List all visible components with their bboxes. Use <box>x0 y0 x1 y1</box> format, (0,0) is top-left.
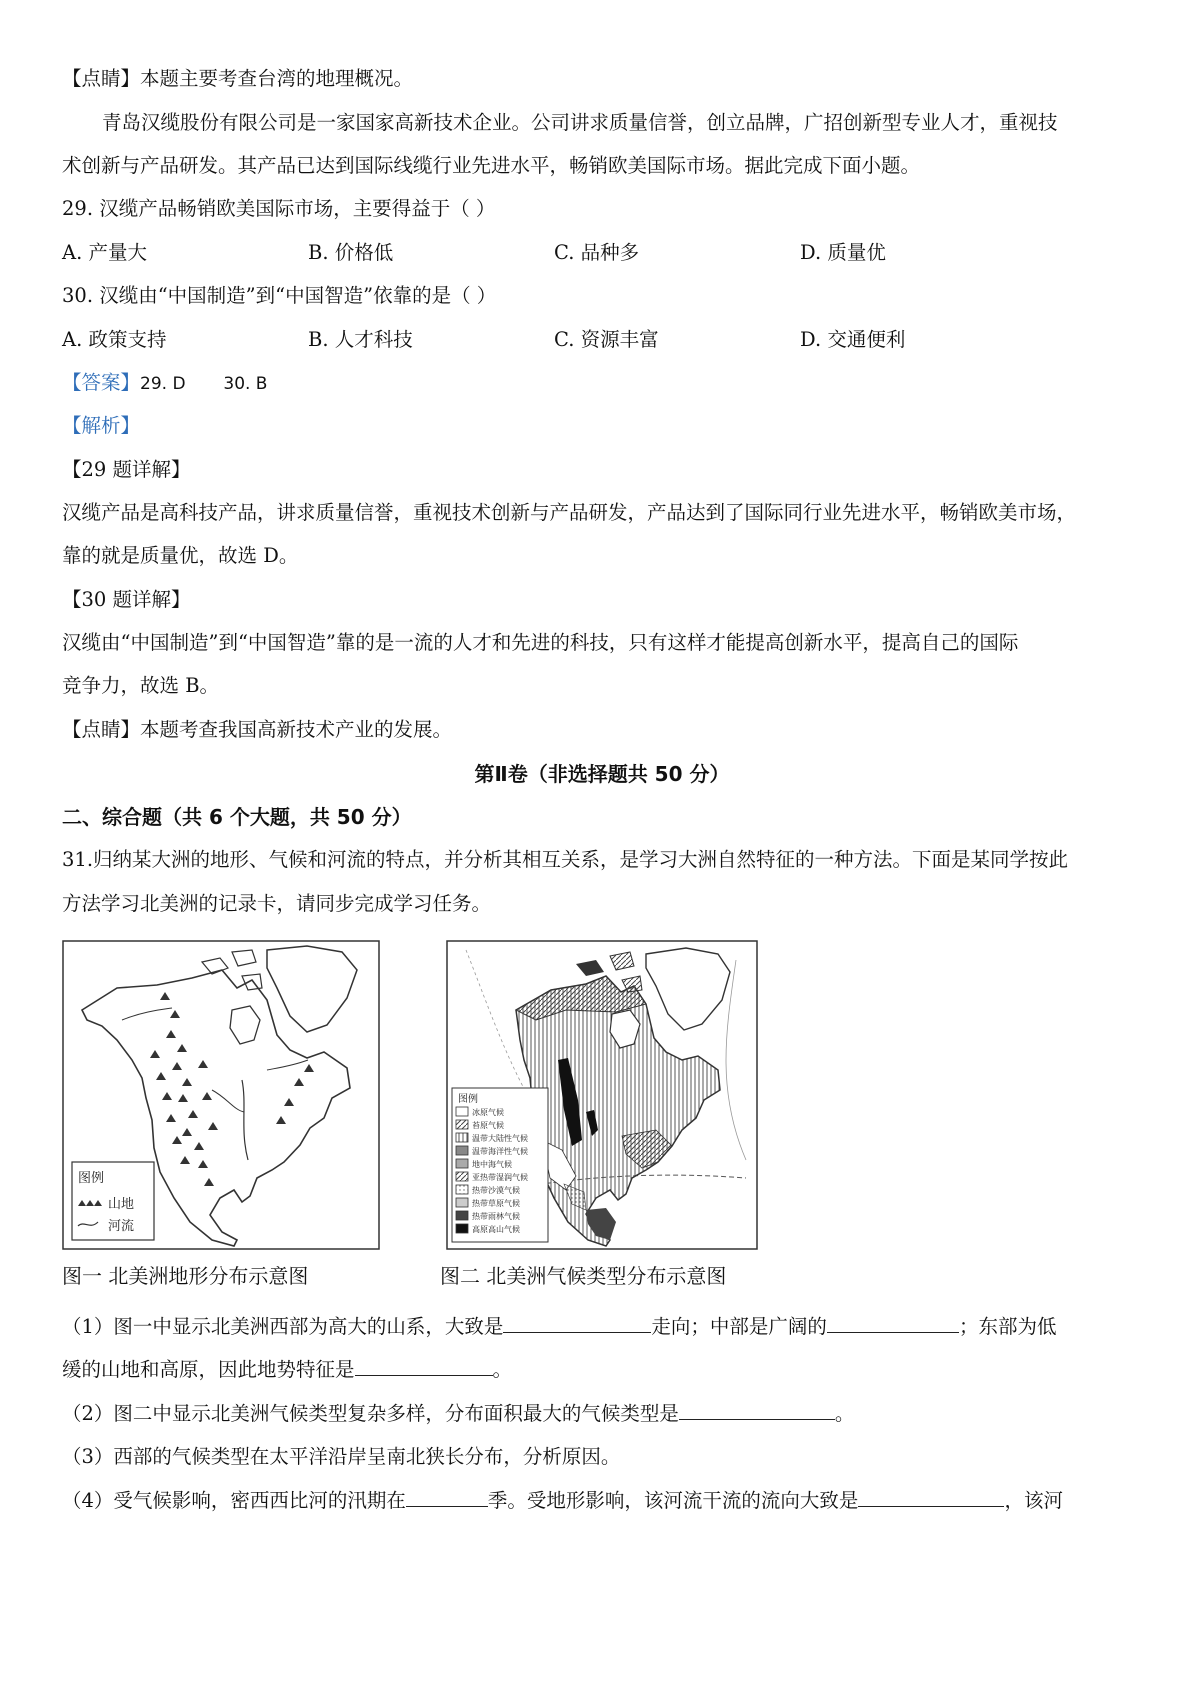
svg-text:热带沙漠气候: 热带沙漠气候 <box>472 1186 520 1195</box>
q30-option-d: D. 交通便利 <box>800 328 906 351</box>
sub4-text-b: 季。受地形影响，该河流干流的流向大致是 <box>487 1489 859 1512</box>
climate-map-image <box>446 940 758 1250</box>
q29-stem: 29. 汉缆产品畅销欧美国际市场，主要得益于（ ） <box>62 197 496 220</box>
detail30-line-2: 竞争力，故选 B。 <box>62 674 220 697</box>
sub1-blank-2[interactable] <box>827 1312 959 1333</box>
svg-text:地中海气候: 地中海气候 <box>472 1160 512 1169</box>
sub4-blank-1[interactable] <box>406 1486 488 1507</box>
sub4-text-c: ，该河 <box>1004 1489 1063 1512</box>
sub1-text-a: （1）图一中显示北美洲西部为高大的山系，大致是 <box>62 1315 504 1338</box>
sub1-text-d: 缓的山地和高原，因此地势特征是 <box>62 1358 355 1381</box>
svg-text:亚热带湿润气候: 亚热带湿润气候 <box>472 1173 528 1182</box>
q28-dianjing <box>62 64 413 94</box>
dianjing-text: 本题主要考查台湾的地理概况。 <box>140 67 414 90</box>
sub1-text-b: 走向；中部是广阔的 <box>651 1315 827 1338</box>
sub1-blank-1[interactable] <box>503 1312 651 1333</box>
sub1-text-e: 。 <box>492 1358 513 1381</box>
dianjing2-text: 本题考查我国高新技术产业的发展。 <box>140 718 453 741</box>
q30-option-a: A. 政策支持 <box>62 328 167 351</box>
q30-option-b: B. 人才科技 <box>308 328 413 351</box>
sub4-line <box>62 1486 1063 1516</box>
svg-text:温带大陆性气候: 温带大陆性气候 <box>472 1134 528 1143</box>
detail30-line-1: 汉缆由“中国制造”到“中国智造”靠的是一流的人才和先进的科技，只有这样才能提高创新水平，提高自己的国际 <box>62 631 1019 654</box>
figure-2-caption: 图二 北美洲气候类型分布示意图 <box>440 1264 727 1288</box>
detail29-line-1: 汉缆产品是高科技产品，讲求质量信誉，重视技术创新与产品研发，产品达到了国际同行业先进水平，畅销欧美市场， <box>62 501 1077 524</box>
q29-option-b: B. 价格低 <box>308 241 394 264</box>
passage-line-2: 术创新与产品研发。其产品已达到国际线缆行业先进水平，畅销欧美国际市场。据此完成下面小题。 <box>62 154 921 177</box>
fig1-legend-river: 河流 <box>108 1219 135 1234</box>
answer-line <box>62 368 267 399</box>
dianjing2 <box>62 715 452 745</box>
q29-option-d: D. 质量优 <box>800 241 886 264</box>
sub1-line-2 <box>62 1355 512 1385</box>
figure-1-caption: 图一 北美洲地形分布示意图 <box>62 1264 309 1288</box>
svg-text:温带海洋性气候: 温带海洋性气候 <box>472 1147 528 1156</box>
answer-label: 【答案】 <box>62 371 141 394</box>
sub2-text-a: （2）图二中显示北美洲气候类型复杂多样，分布面积最大的气候类型是 <box>62 1402 679 1425</box>
fig1-legend-title: 图例 <box>78 1171 105 1186</box>
sub1-blank-3[interactable] <box>355 1355 493 1376</box>
figure-1-landform-map <box>62 940 380 1254</box>
fig1-legend-mountain: 山地 <box>108 1197 135 1212</box>
figure-2-climate-map <box>446 940 758 1254</box>
q29-option-a: A. 产量大 <box>62 241 147 264</box>
svg-text:高原高山气候: 高原高山气候 <box>472 1225 520 1234</box>
sub3-line: （3）西部的气候类型在太平洋沿岸呈南北狭长分布，分析原因。 <box>62 1445 621 1468</box>
section2-title: 二、综合题（共 6 个大题，共 50 分） <box>62 805 412 829</box>
fig2-legend-title: 图例 <box>458 1094 478 1105</box>
sub2-text-b: 。 <box>834 1402 855 1425</box>
dianjing-label: 【点睛】 <box>62 67 141 90</box>
q30-option-c: C. 资源丰富 <box>554 328 659 351</box>
svg-text:热带草原气候: 热带草原气候 <box>472 1199 520 1208</box>
detail30-title: 【30 题详解】 <box>62 588 191 611</box>
passage-line-1: 青岛汉缆股份有限公司是一家国家高新技术企业。公司讲求质量信誉，创立品牌，广招创新型专业人才，重视技 <box>102 111 1058 134</box>
answer-text: 29. D 30. B <box>140 374 268 394</box>
svg-text:冰原气候: 冰原气候 <box>472 1108 504 1117</box>
sub4-text-a: （4）受气候影响，密西西比河的汛期在 <box>62 1489 406 1512</box>
q30-stem: 30. 汉缆由“中国制造”到“中国智造”依靠的是（ ） <box>62 284 497 307</box>
detail29-line-2: 靠的就是质量优，故选 D。 <box>62 544 299 567</box>
sub2-line <box>62 1399 854 1429</box>
q31-line-2: 方法学习北美洲的记录卡，请同步完成学习任务。 <box>62 892 492 915</box>
sub2-blank[interactable] <box>679 1399 835 1420</box>
q31-line-1: 31.归纳某大洲的地形、气候和河流的特点，并分析其相互关系，是学习大洲自然特征的一种方法。下面是某同学按此 <box>62 848 1069 871</box>
sub4-blank-2[interactable] <box>858 1486 1004 1507</box>
detail29-title: 【29 题详解】 <box>62 458 191 481</box>
sub1-line-1 <box>62 1312 1056 1342</box>
analysis-label: 【解析】 <box>62 414 141 437</box>
sub1-text-c: ；东部为低 <box>958 1315 1057 1338</box>
svg-text:热带雨林气候: 热带雨林气候 <box>472 1212 520 1221</box>
landform-map-image <box>62 940 380 1250</box>
part2-title: 第Ⅱ卷（非选择题共 50 分） <box>474 762 730 786</box>
svg-text:苔原气候: 苔原气候 <box>472 1121 504 1130</box>
dianjing2-label: 【点睛】 <box>62 718 141 741</box>
q29-option-c: C. 品种多 <box>554 241 640 264</box>
